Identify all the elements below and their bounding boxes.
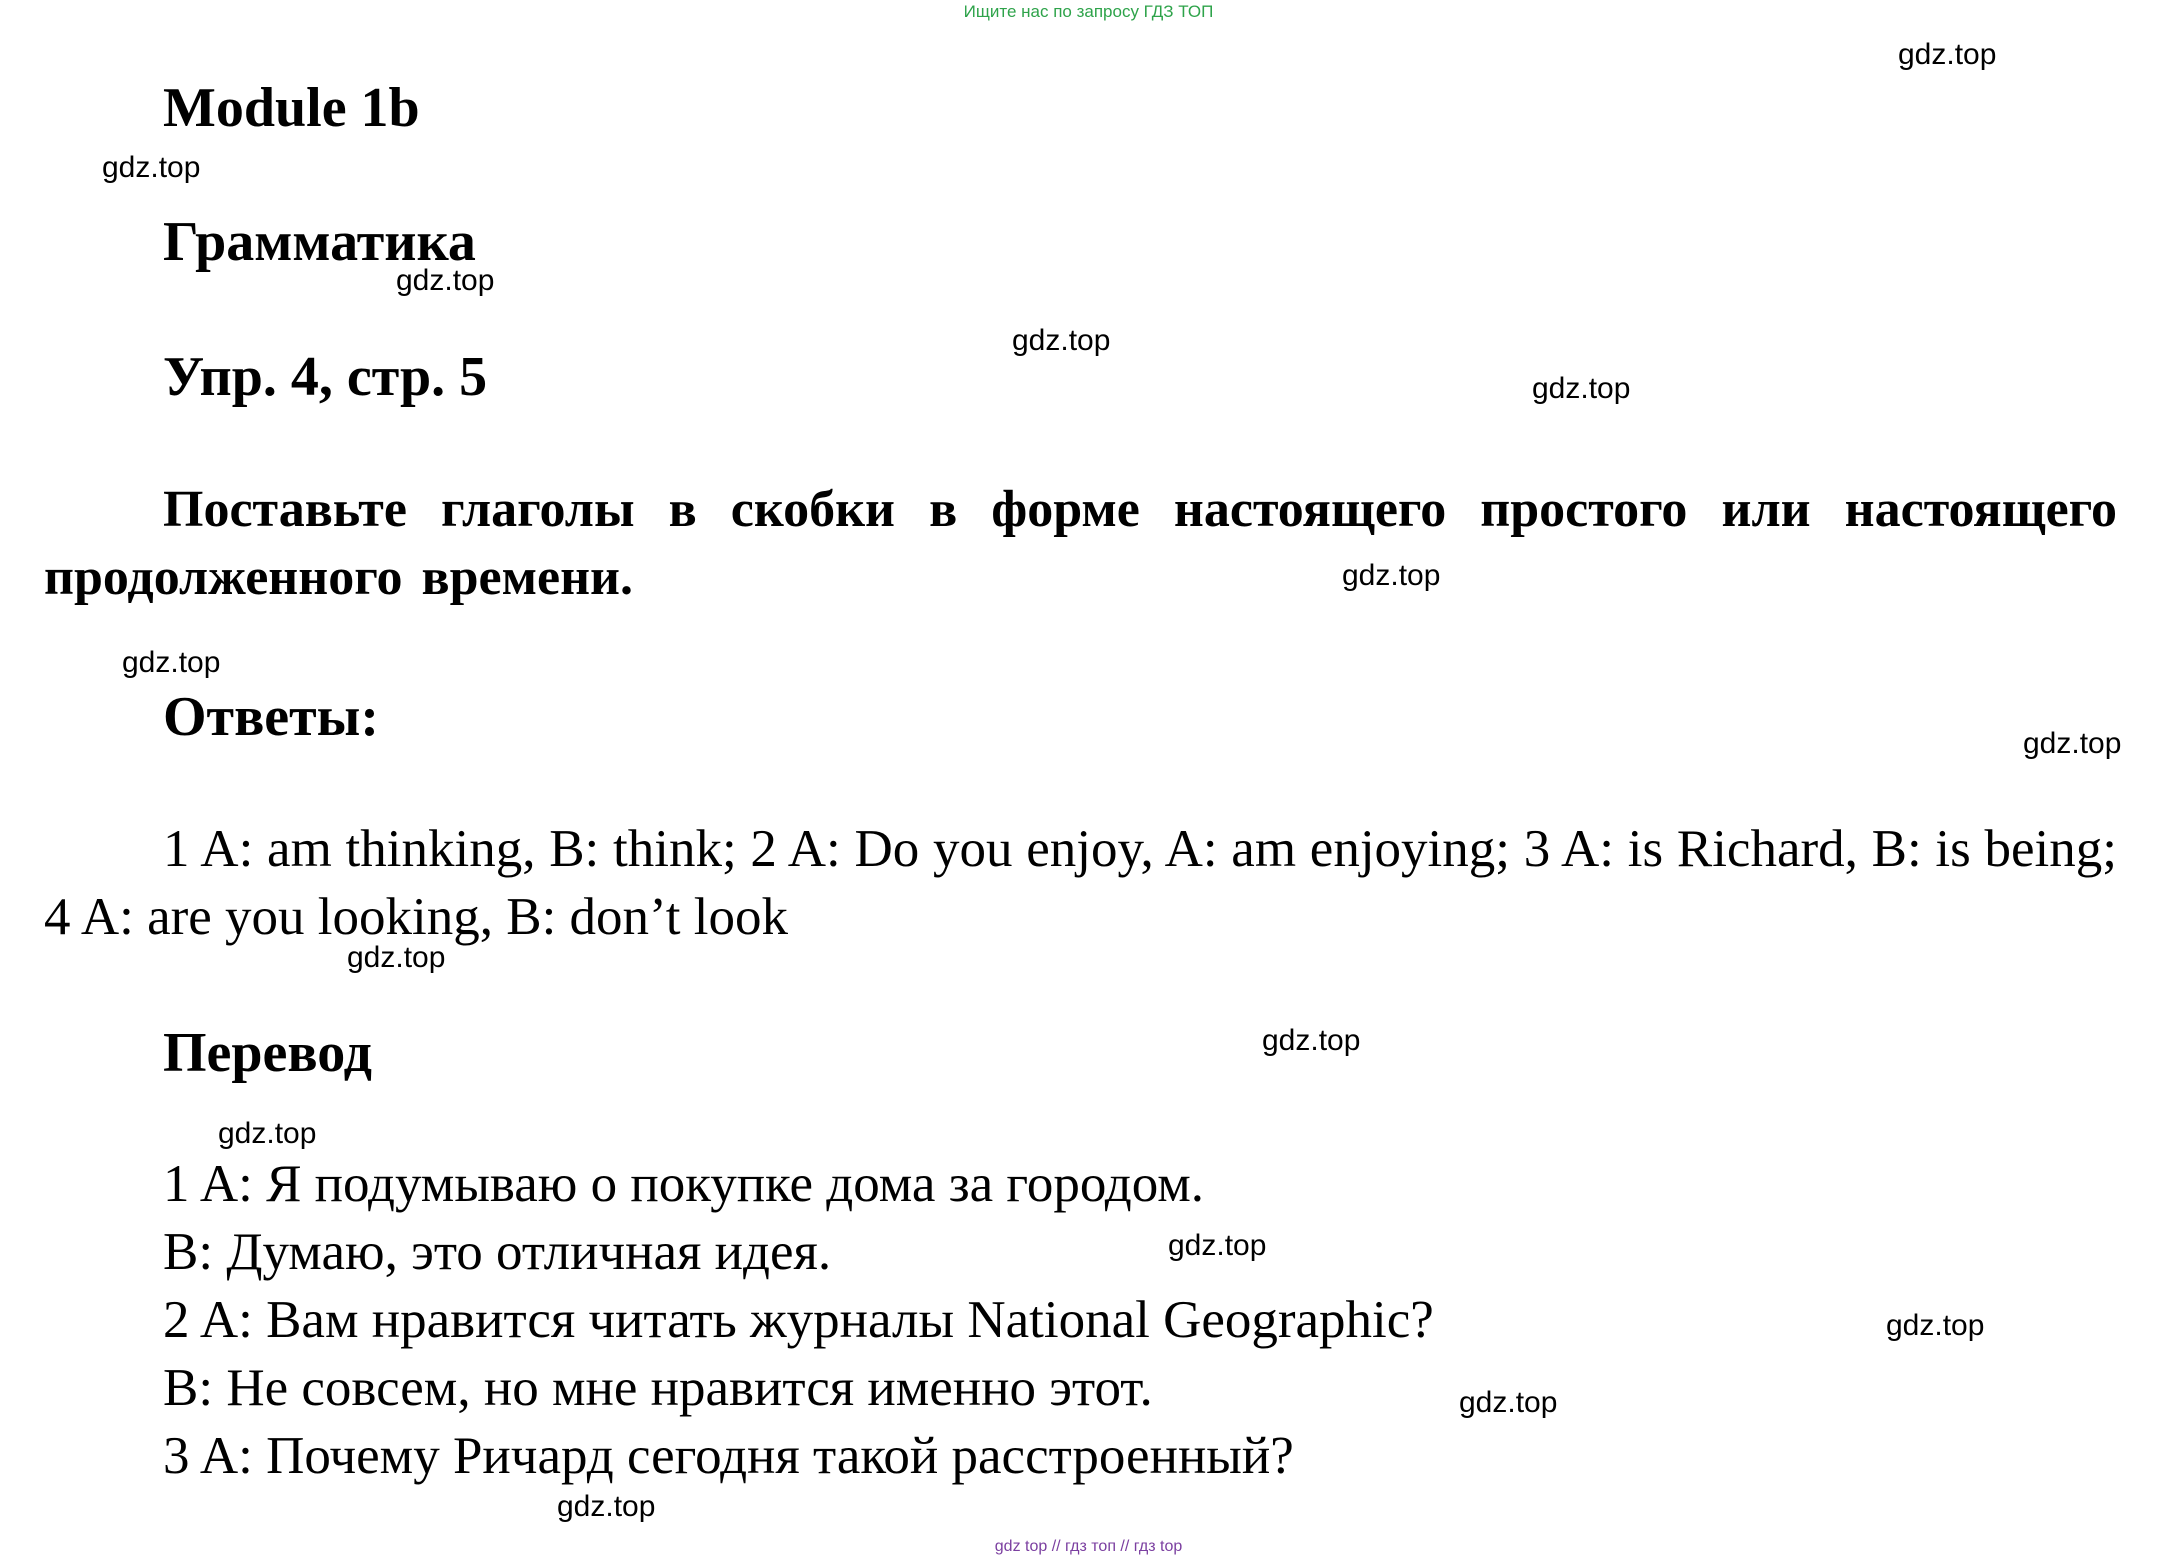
watermark: gdz.top [102,151,201,184]
answers-text: 1 A: am thinking, B: think; 2 A: Do you enjoy, A: am enjoying; 3 A: is Richard, B: is being; 4 A: are you looking, B: don’t look [44,820,2117,946]
watermark: gdz.top [218,1117,317,1150]
watermark: gdz.top [1532,372,1631,405]
translation-line: B: Думаю, это отличная идея. [163,1223,832,1281]
watermark: gdz.top [347,941,446,974]
watermark: gdz.top [2023,727,2122,760]
section-title: Грамматика [163,211,476,273]
watermark: gdz.top [1168,1229,1267,1262]
module-title: Module 1b [163,77,420,139]
top-banner: Ищите нас по запросу ГДЗ ТОП [963,2,1214,21]
translation-line: 2 A: Вам нравится читать журналы National Geographic? [163,1291,1434,1349]
watermark: gdz.top [1898,38,1997,71]
exercise-title: Упр. 4, стр. 5 [163,346,488,408]
watermark: gdz.top [557,1490,656,1523]
watermark: gdz.top [1886,1309,1985,1342]
answers-heading: Ответы: [163,686,380,748]
task-instruction: Поставьте глаголы в скобки в форме настоящего простого или настоящего продолженного времени. [44,481,2117,606]
translation-heading: Перевод [163,1022,372,1084]
watermark: gdz.top [122,646,221,679]
footer: gdz top // гдз топ // гдз top [994,1538,1183,1555]
watermark: gdz.top [1262,1024,1361,1057]
watermark: gdz.top [1459,1386,1558,1419]
translation-line: 1 A: Я подумываю о покупке дома за городом. [163,1155,1205,1213]
translation-list [163,1150,1434,1490]
watermark: gdz.top [1012,324,1111,357]
watermark: gdz.top [396,264,495,297]
watermark: gdz.top [1342,559,1441,592]
translation-line: 3 A: Почему Ричард сегодня такой расстроенный? [163,1427,1294,1485]
translation-line: B: Не совсем, но мне нравится именно этот. [163,1359,1153,1417]
